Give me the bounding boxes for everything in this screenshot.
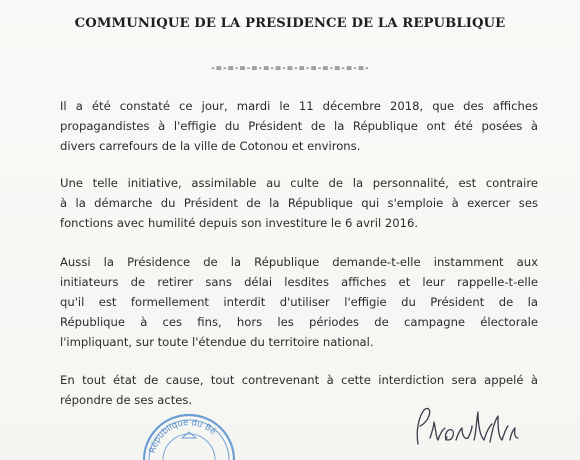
paragraph-1	[60, 96, 538, 156]
signature-icon	[412, 404, 522, 452]
paragraph-2	[60, 173, 538, 233]
paragraph-line: propagandistes à l'effigie du Président de la République ont été posées à	[60, 119, 538, 133]
paragraph-3	[60, 252, 538, 352]
paragraph-line: République à ces fins, hors les périodes de campagne électorale	[60, 315, 538, 329]
paragraph-line: initiateurs de retirer sans délai lesdites affiches et leur rappelle-t-elle	[60, 275, 538, 289]
paragraph-line: l'impliquant, sur toute l'étendue du territoire national.	[60, 335, 374, 349]
paragraph-line: fonctions avec humilité depuis son investiture le 6 avril 2016.	[60, 216, 419, 230]
separator-line: -=-=-=-=-=-=-=-=-=-=-=-=-=-	[210, 63, 370, 74]
paragraph-line: divers carrefours de la ville de Cotonou et environs.	[60, 139, 361, 153]
paragraph-line: Une telle initiative, assimilable au culte de la personnalité, est contraire	[60, 176, 538, 190]
paragraph-line: qu'il est formellement interdit d'utiliser l'effigie du Président de la	[60, 295, 538, 309]
seal-text: République du Bé	[147, 417, 218, 455]
paragraph-line: En tout état de cause, tout contrevenant à cette interdiction sera appelé à	[60, 373, 538, 387]
paragraph-line: Aussi la Présidence de la République demande-t-elle instamment aux	[60, 255, 538, 269]
paragraph-line: répondre de ses actes.	[60, 393, 193, 407]
page-title: COMMUNIQUE DE LA PRESIDENCE DE LA REPUBLIQUE	[74, 16, 506, 31]
official-seal-icon	[140, 408, 238, 460]
paragraph-line: Il a été constaté ce jour, mardi le 11 décembre 2018, que des affiches	[60, 99, 538, 113]
paragraph-line: à la démarche du Président de la République qui s'emploie à exercer ses	[60, 196, 538, 210]
